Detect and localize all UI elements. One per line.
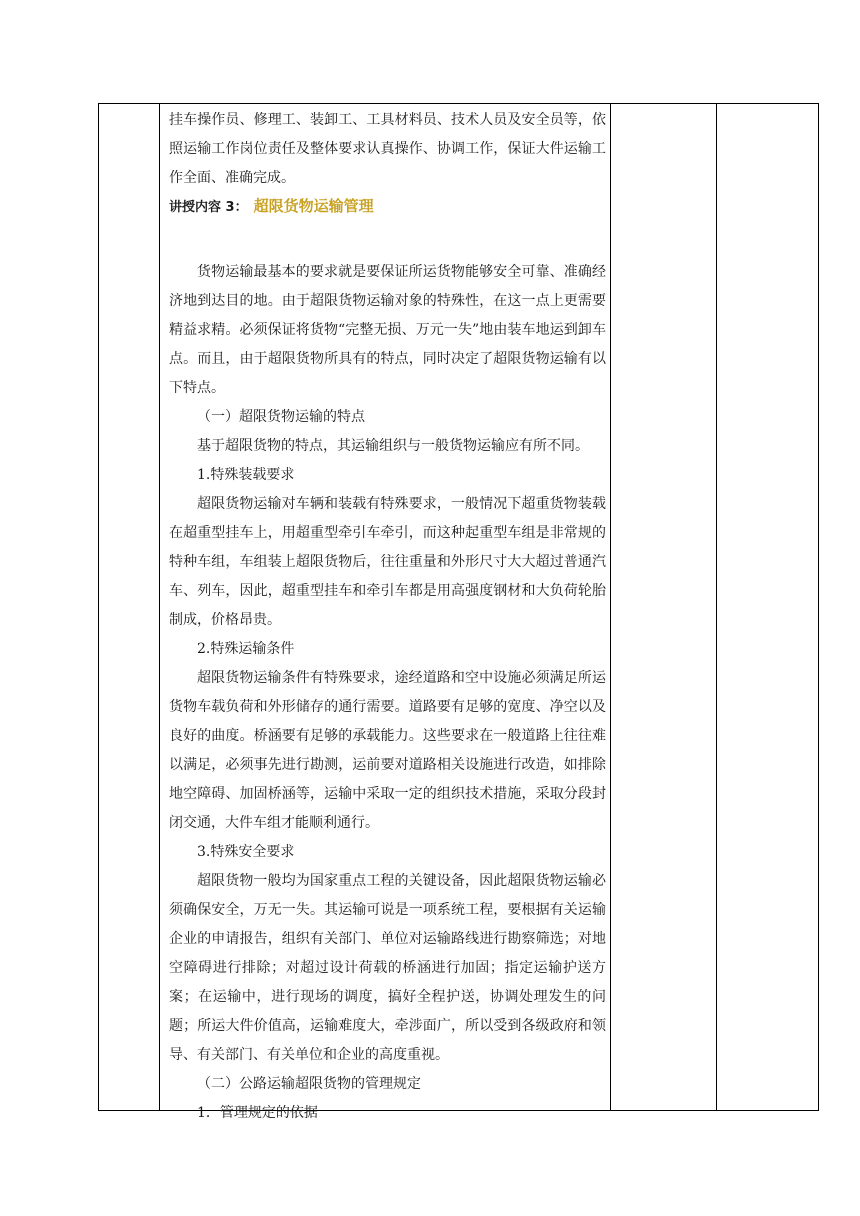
intro-paragraph: 挂车操作员、修理工、装卸工、工具材料员、技术人员及安全员等，依照运输工作岗位责任及整体要求认真操作、协调工作，保证大件运输工作全面、准确完成。 <box>169 112 606 186</box>
column-divider-3 <box>716 104 717 1110</box>
lecture-heading <box>169 195 606 216</box>
item-1-text: 超限货物运输对车辆和装载有特殊要求，一般情况下超重货物装载在超重型挂车上，用超重型牵引车牵引，而这种起重型车组是非常规的特种车组，车组装上超限货物后，往往重量和外形尺寸大大超过普通汽车、列车，因此，超重型挂车和牵引车都是用高强度钢材和大负荷轮胎制成，价格昂贵。 <box>169 496 606 628</box>
section-1-intro: 基于超限货物的特点，其运输组织与一般货物运输应有所不同。 <box>197 438 589 454</box>
lecture-label: 讲授内容 3： <box>169 200 248 215</box>
item-2-text: 超限货物运输条件有特殊要求，途经道路和空中设施必须满足所运货物车载负荷和外形储存的通行需要。道路要有足够的宽度、净空以及良好的曲度。桥涵要有足够的承载能力。这些要求在一般道路上往往难以满足，必须事先进行勘测，运前要对道路相关设施进行改造，如排除地空障碍、加固桥涵等，运输中采取一定的组织技术措施，采取分段封闭交通，大件车组才能顺利通行。 <box>169 670 606 831</box>
item-1-title: 1.特殊装载要求 <box>197 467 295 483</box>
column-divider-1 <box>159 104 160 1110</box>
item-3-text: 超限货物一般均为国家重点工程的关键设备，因此超限货物运输必须确保安全，万无一失。其运输可说是一项系统工程，要根据有关运输企业的申请报告，组织有关部门、单位对运输路线进行勘察筛选；对地空障碍进行排除；对超过设计荷载的桥涵进行加固；指定运输护送方案；在运输中，进行现场的调度，搞好全程护送，协调处理发生的问题；所运大件价值高，运输难度大，牵涉面广，所以受到各级政府和领导、有关部门、有关单位和企业的高度重视。 <box>169 873 606 1063</box>
section-2-item-1: 1．管理规定的依据 <box>197 1105 318 1121</box>
lesson-content <box>169 104 606 1128</box>
section-1-title: （一）超限货物运输的特点 <box>197 409 365 425</box>
item-2-title: 2.特殊运输条件 <box>197 641 295 657</box>
lesson-table <box>98 103 819 1121</box>
topic-title: 超限货物运输管理 <box>253 197 374 215</box>
spacer <box>169 216 606 258</box>
section-2-title: （二）公路运输超限货物的管理规定 <box>197 1076 421 1092</box>
overview-paragraph: 货物运输最基本的要求就是要保证所运货物能够安全可靠、准确经济地到达目的地。由于超限货物运输对象的特殊性，在这一点上更需要精益求精。必须保证将货物“完整无损、万元一失”地由装车地运到卸车点。而且，由于超限货物所具有的特点，同时决定了超限货物运输有以下特点。 <box>169 264 606 396</box>
item-3-title: 3.特殊安全要求 <box>197 844 295 860</box>
column-divider-2 <box>610 104 611 1110</box>
